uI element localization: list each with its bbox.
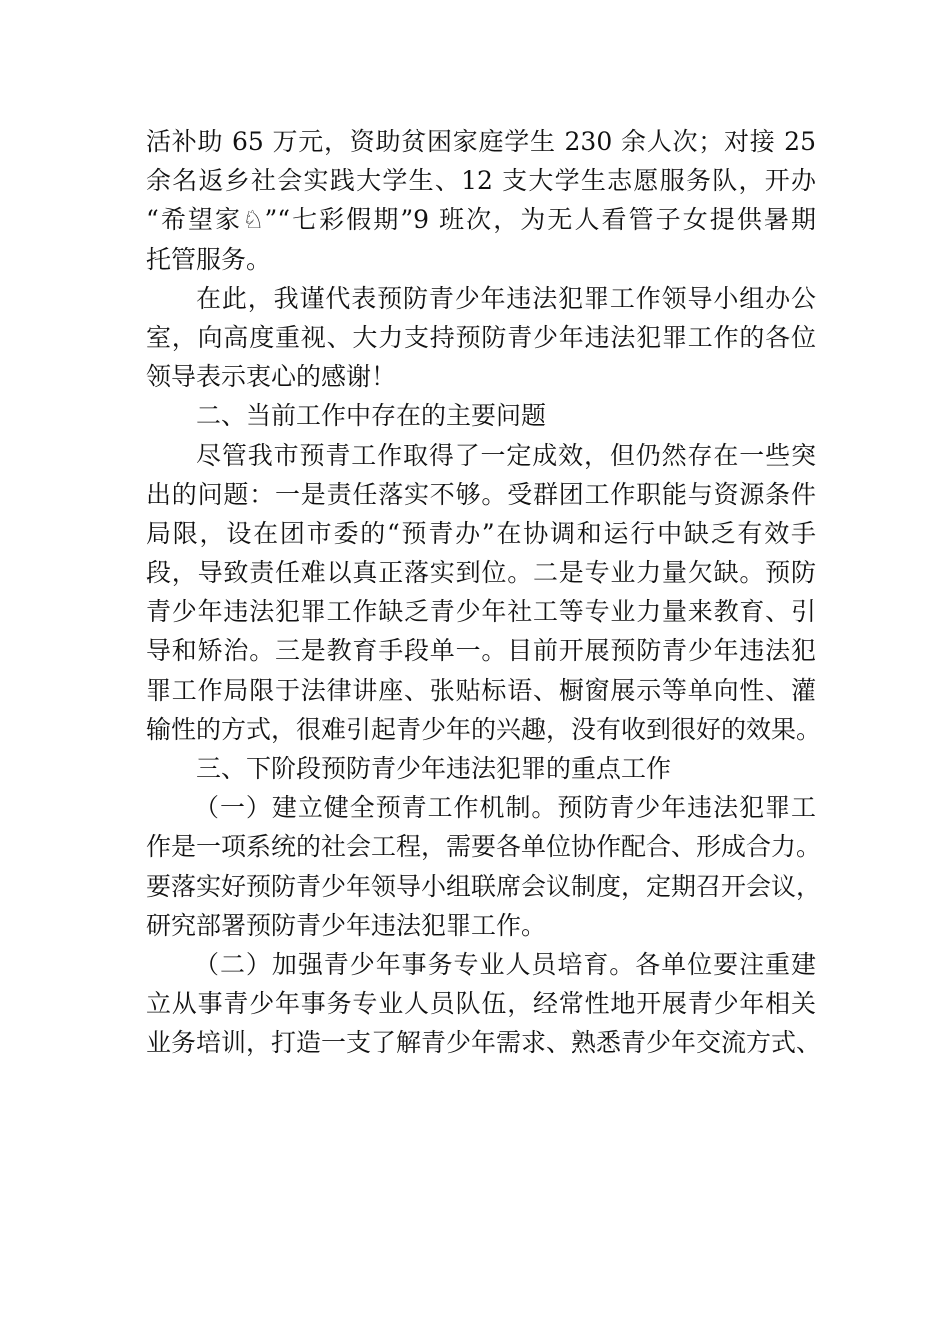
body-line: 托管服务。 [146,244,272,274]
body-line: 业务培训，打造一支了解青少年需求、熟悉青少年交流方式、 [146,1028,822,1058]
body-line: 局限，设在团市委的“预青办”在协调和运行中缺乏有效手 [146,518,816,548]
body-line: 要落实好预防青少年领导小组联席会议制度，定期召开会议， [146,871,822,901]
subsection-first-line: （二）加强青少年事务专业人员培育。各单位要注重建 [194,949,816,979]
body-line: 段，导致责任难以真正落实到位。二是专业力量欠缺。预防 [146,558,816,588]
body-line: 余名返乡社会实践大学生、12 支大学生志愿服务队，开办 [146,166,816,196]
paragraph-first-line: 在此，我谨代表预防青少年违法犯罪工作领导小组办公 [196,283,816,313]
body-line: 导和矫治。三是教育手段单一。目前开展预防青少年违法犯 [146,636,816,666]
body-line: 输性的方式，很难引起青少年的兴趣，没有收到很好的效果。 [146,714,822,744]
body-line: 青少年违法犯罪工作缺乏青少年社工等专业力量来教育、引 [146,597,816,627]
body-line: 活补助 65 万元，资助贫困家庭学生 230 余人次；对接 25 [146,127,816,156]
body-line: “希望家♘”“七彩假期”9 班次，为无人看管子女提供暑期 [146,205,816,235]
body-line: 作是一项系统的社会工程，需要各单位协作配合、形成合力。 [146,832,822,862]
body-line: 领导表示衷心的感谢！ [146,362,397,392]
body-line: 室，向高度重视、大力支持预防青少年违法犯罪工作的各位 [146,322,816,352]
subsection-first-line: （一）建立健全预青工作机制。预防青少年违法犯罪工 [194,793,816,823]
body-line: 立从事青少年事务专业人员队伍，经常性地开展青少年相关 [146,989,816,1019]
document-body [146,122,822,1063]
body-line: 研究部署预防青少年违法犯罪工作。 [146,910,547,940]
body-line: 出的问题：一是责任落实不够。受群团工作职能与资源条件 [146,479,816,509]
section-heading-3: 三、下阶段预防青少年违法犯罪的重点工作 [196,754,672,783]
paragraph-first-line: 尽管我市预青工作取得了一定成效，但仍然存在一些突 [196,440,816,470]
body-line: 罪工作局限于法律讲座、张贴标语、橱窗展示等单向性、灌 [146,675,816,705]
section-heading-2: 二、当前工作中存在的主要问题 [196,401,547,431]
